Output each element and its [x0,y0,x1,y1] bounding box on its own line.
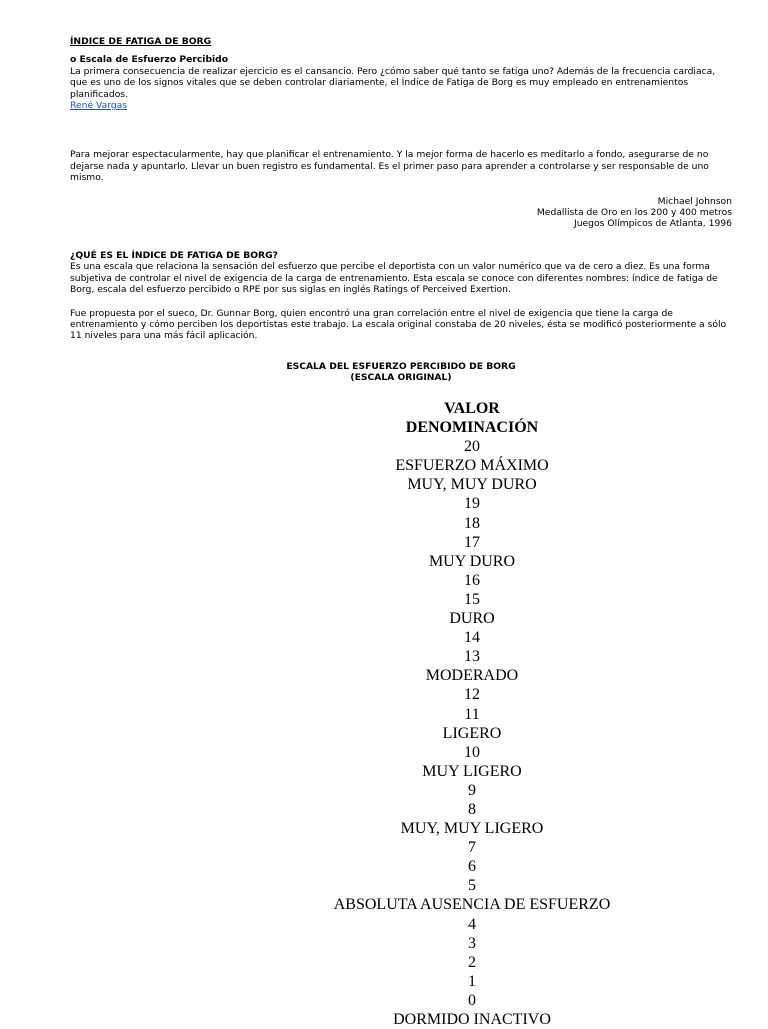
scale-line: 12 [464,686,480,704]
quote-paragraph: Para mejorar espectacularmente, hay que planificar el entrenamiento. Y la mejor forma de hacerlo es meditarlo a fondo, asegurarse de no dejarse nada y apuntarlo. Llevar un buen registro es fundamental. Es el primer paso para aprender a controlarse y ser responsable de uno mismo. [70,149,709,184]
document-body [70,36,732,1028]
scale-line: 2 [468,953,476,971]
section-paragraph: Es una escala que relaciona la sensación del esfuerzo que percibe el deportista con un valor numérico que va de cero a diez. Es una forma subjetiva de controlar el nivel de exigencia de la carga de entrenamiento. Esta escala se conoce con diferentes nombres: índice de fatiga de Borg, escala del esfuerzo percibido o RPE por sus siglas en inglés Ratings of Perceived Exertion. [70,261,718,296]
history-paragraph: Fue propuesta por el sueco, Dr. Gunnar Borg, quien encontró una gran correlación entre el nivel de exigencia que tiene la carga de entrenamiento y cómo perciben los deportistas este trabajo. La escala original constaba de 20 niveles, ésta se modificó posteriormente a sólo 11 niveles para una más fácil aplicación. [70,307,727,342]
attribution-line-1: Medallista de Oro en los 200 y 400 metros [536,207,732,219]
scale-line: DURO [449,610,495,628]
scale-line: 16 [464,571,480,589]
intro-paragraph: La primera consecuencia de realizar ejercicio es el cansancio. Pero ¿cómo saber qué tanto se fatiga uno? Además de la frecuencia cardiaca, que es uno de los signos vitales que se deben controlar diariamente, el Índice de Fatiga de Borg es muy empleado en entrenamientos planificados. [70,65,716,100]
borg-scale-list [70,399,768,1029]
scale-line: 7 [468,839,476,857]
page-title: ÍNDICE DE FATIGA DE BORG [70,36,212,47]
scale-line: LIGERO [442,724,502,742]
scale-line: 8 [468,800,476,818]
scale-line: MODERADO [425,667,519,685]
scale-line: ABSOLUTA AUSENCIA DE ESFUERZO [333,896,611,914]
author-link[interactable]: René Vargas [70,100,128,112]
scale-line: 20 [464,438,480,456]
scale-line: 17 [464,533,480,551]
scale-line: 0 [468,991,476,1009]
scale-line: 1 [468,972,476,990]
section-heading: ¿QUÉ ES EL ÍNDICE DE FATIGA DE BORG? [70,249,278,261]
scale-line: MUY, MUY LIGERO [400,820,544,838]
scale-line: 11 [464,705,480,723]
scale-line: 18 [464,514,480,532]
scale-header-denomination: DENOMINACIÓN [405,419,539,437]
scale-line: MUY DURO [428,552,516,570]
scale-line: MUY LIGERO [422,762,522,780]
scale-line: 9 [468,781,476,799]
scale-line: 15 [464,590,480,608]
scale-line: MUY, MUY DURO [407,476,537,494]
attribution-name: Michael Johnson [657,195,732,207]
scale-line: 14 [464,629,480,647]
page-subtitle: o Escala de Esfuerzo Percibido [70,54,229,66]
scale-caption [70,361,732,384]
scale-caption-title: ESCALA DEL ESFUERZO PERCIBIDO DE BORG [286,360,516,372]
scale-line: 4 [468,915,476,933]
scale-line: ESFUERZO MÁXIMO [395,457,549,475]
scale-line: 19 [464,495,480,513]
scale-header-value: VALOR [444,400,500,417]
scale-line: DORMIDO INACTIVO [393,1011,551,1028]
scale-line: 6 [468,858,476,876]
scale-line: 5 [468,877,476,895]
quote-attribution [70,196,732,230]
scale-caption-subtitle: (ESCALA ORIGINAL) [350,372,452,384]
attribution-line-2: Juegos Olímpicos de Atlanta, 1996 [574,218,732,230]
scale-line: 10 [464,743,480,761]
scale-line: 3 [468,934,476,952]
scale-line: 13 [464,648,480,666]
